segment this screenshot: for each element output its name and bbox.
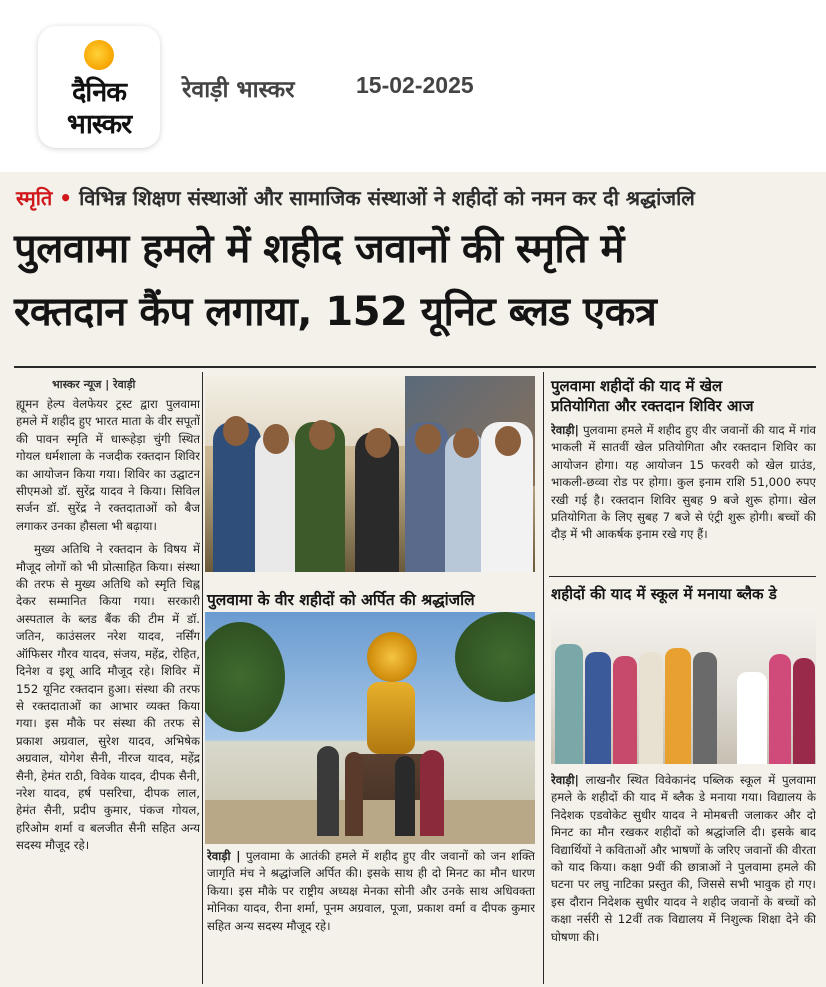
dainik-bhaskar-logo[interactable]: [38, 26, 160, 148]
kicker-keyword: स्मृति: [16, 186, 53, 210]
story-school-location: रेवाड़ी|: [551, 773, 579, 787]
story-sports-title-1: पुलवामा शहीदों की याद में खेल: [551, 377, 723, 395]
body-paragraph-1: ह्यूमन हेल्प वेलफेयर ट्रस्ट द्वारा पुलवामा हमले में शहीद हुए भारत माता के वीर सपूतों की पावन स्मृति में धारूहेड़ा चुंगी स्थित गोयल धर्मशाला के नजदीक रक्तदान शिविर का आयोजन किया गया। शिविर का उद्घाटन सीएमओ डॉ. सुरेंद्र यादव ने किया। सिविल सर्जन डॉ. सुरेंद्र ने रक्तदाताओं को बैज लगाकर उनका हौसला भी बढ़ाया।: [16, 397, 200, 533]
edition-date: 15-02-2025: [356, 72, 474, 98]
story-memorial-text: पुलवामा के आतंकी हमले में शहीद हुए वीर जवानों को जन शक्ति जागृति मंच ने श्रद्धांजलि अर्पित की। इसके साथ ही दो मिनट का मौन धारण किया। इस मौके पर राष्ट्रीय अध्यक्ष मेनका सोनी और उनके साथ अधिवक्ता मोनिका यादव, रीना शर्मा, पूनम अग्रवाल, पूजा, प्रकाश वर्मा व दीपक कुमार सहित अन्य सदस्य मौजूद रहे।: [207, 849, 535, 933]
sun-icon: [84, 40, 114, 70]
story-school-text: लाखनौर स्थित विवेकानंद पब्लिक स्कूल में पुलवामा हमले के शहीदों की याद में ब्लैक डे मनाया गया। विद्यालय के निदेशक एडवोकेट सुधीर यादव ने मोमबत्ती जलाकर और दो मिनट का मौन रखकर शहीदों को श्रद्धांजलि दी। इसके बाद विद्यार्थियों ने कविताओं और भाषणों के जरिए जवानों की वीरता को याद किया। कक्षा 9वीं की छात्राओं ने पुलवामा हमले की घटना पर लघु नाटिका प्रस्तुत की, जिससे सभी भावुक हो गए। इस दौरान निदेशक सुधीर यादव ने शहीद जवानों के बच्चों को कक्षा नर्सरी से 12वीं तक विद्यालय में निशुल्क शिक्षा देने की घोषणा की।: [551, 773, 816, 944]
headline-line-1: पुलवामा हमले में शहीद जवानों की स्मृति में: [14, 226, 624, 272]
story-memorial-title: पुलवामा के वीर शहीदों को अर्पित की श्रद्धांजलि: [207, 591, 475, 609]
newspaper-clipping: [0, 172, 826, 987]
article-headline: [14, 218, 814, 344]
story-memorial-body: [207, 848, 535, 984]
headline-rule: [14, 366, 816, 368]
story-sports-location: रेवाड़ी|: [551, 423, 579, 437]
edition-name: रेवाड़ी भास्कर: [182, 77, 295, 103]
story-school-body: [551, 772, 816, 984]
column-rule-right: [543, 372, 544, 984]
story-sports-title-2: प्रतियोगिता और रक्तदान शिविर आज: [551, 397, 754, 415]
sports-rule: [549, 576, 816, 577]
logo-text-line2: भास्कर: [66, 109, 132, 140]
photo-pulwama-memorial: [205, 612, 535, 844]
story-school-title: शहीदों की याद में स्कूल में मनाया ब्लैक डे: [551, 585, 777, 603]
headline-line-2: रक्तदान कैंप लगाया, 152 यूनिट ब्लड एकत्र: [14, 289, 657, 335]
photo-blood-donation-camp: [205, 376, 535, 572]
kicker-bullet: •: [59, 186, 73, 210]
column-rule-left: [202, 372, 203, 984]
logo-text-line1: दैनिक: [71, 77, 127, 108]
app-header: [0, 0, 826, 170]
main-article-body: [16, 396, 200, 984]
story-memorial-location: रेवाड़ी |: [207, 849, 241, 863]
photo-school-black-day: [551, 610, 816, 764]
byline: भास्कर न्यूज | रेवाड़ी: [52, 378, 136, 391]
story-sports-body: [551, 422, 816, 584]
article-kicker: [16, 184, 816, 211]
body-paragraph-2: मुख्य अतिथि ने रक्तदान के विषय में मौजूद लोगों को भी प्रोत्साहित किया। संस्था की तरफ से मुख्य अतिथि को स्मृति चिह्न देकर सम्मानित किया गया। सरकारी अस्पताल के ब्लड बैंक की टीम में डॉ. जतिन, काउंसलर नरेश यादव, नर्सिंग ऑफिसर गौरव यादव, संजय, महेंद्र, रोहित, दिनेश व इशू आदि मौजूद रहे। शिविर में 152 यूनिट रक्तदान हुआ। संस्था की तरफ से रक्तदाताओं का आभार व्यक्त किया गया। इस मौके पर संस्था की तरफ से प्रकाश अग्रवाल, सुरेश यादव, अभिषेक अग्रवाल, योगेश सैनी, नीरज यादव, महेंद्र सैनी, हेमंत राठी, विवेक यादव, दीपक सैनी, नरेश यादव, हर्ष पसरिचा, दीपक लाल, हेमंत सैनी, प्रदीप कुमार, पंकज गोयल, हरिओम शर्मा व बलजीत सैनी सहित अन्य सदस्य मौजूद रहे।: [16, 542, 200, 853]
story-sports-text: पुलवामा हमले में शहीद हुए वीर जवानों की याद में गांव भाकली में सातवीं खेल प्रतियोगिता और रक्तदान शिविर का आयोजन होगा। यह आयोजन 15 फरवरी को खेल ग्राउंड, भाकली-छव्वा रोड पर होगा। कुल इनाम राशि 51,000 रुपए रखी गई है। रक्तदान शिविर सुबह 9 बजे शुरू होगा। खेल प्रतियोगिता के लिए सुबह 7 बजे से एंट्री शुरू होगी। बच्चों की दौड़ में भी आकर्षक इनाम रखे गए हैं।: [551, 423, 816, 542]
kicker-text: विभिन्न शिक्षण संस्थाओं और सामाजिक संस्थाओं ने शहीदों को नमन कर दी श्रद्धांजलि: [79, 186, 695, 210]
